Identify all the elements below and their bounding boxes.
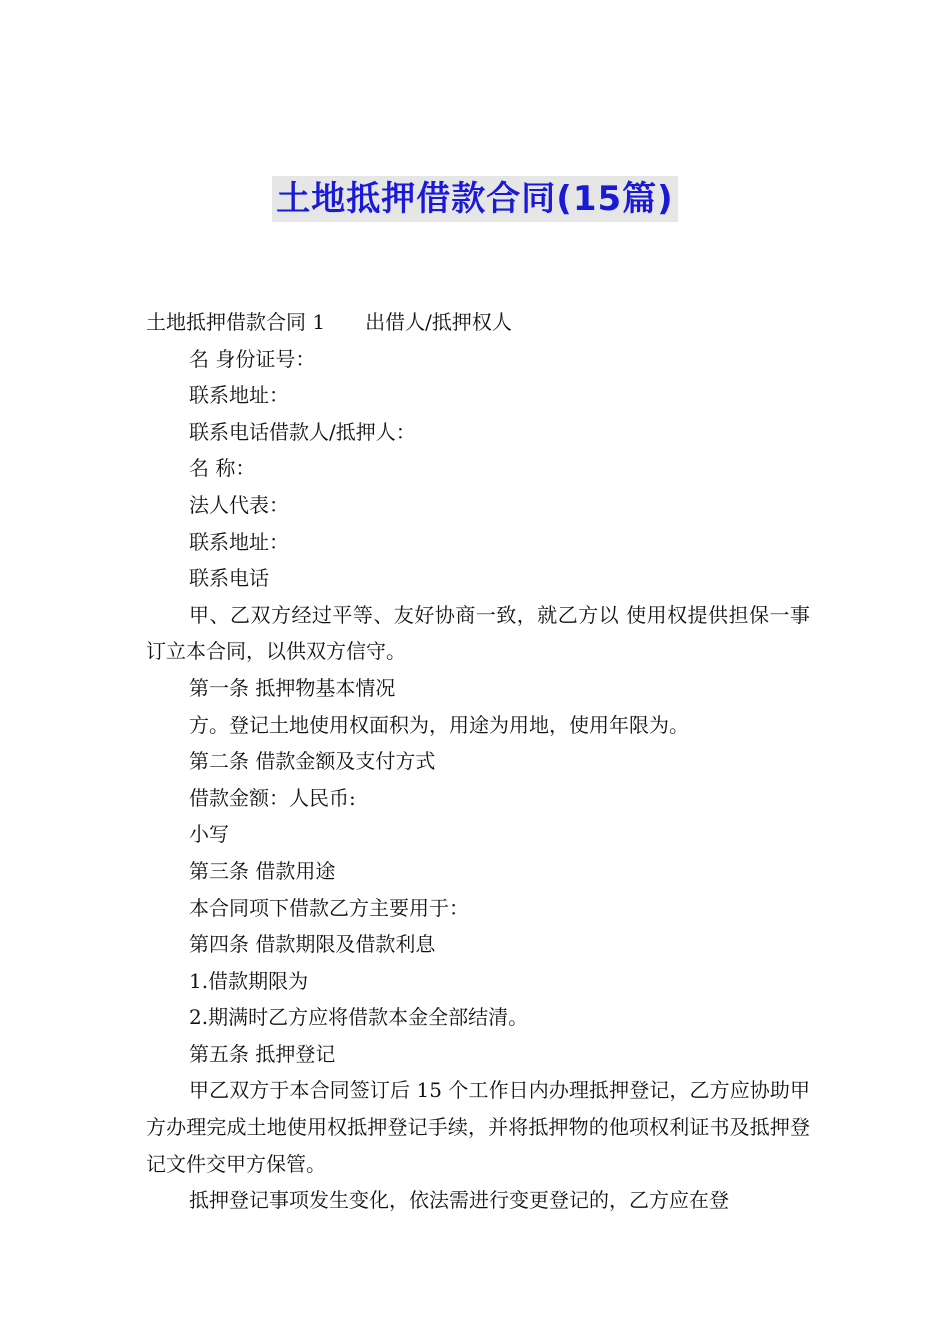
contract-heading: 土地抵押借款合同 1 bbox=[146, 310, 326, 334]
article-4-item-1: 1.借款期限为 bbox=[189, 968, 309, 993]
lender-address-line: 联系地址： bbox=[189, 383, 289, 408]
article-4-title: 第四条 借款期限及借款利息 bbox=[189, 932, 436, 957]
article-1-text: 方。登记土地使用权面积为，用途为用地，使用年限为。 bbox=[189, 712, 689, 737]
borrower-name-line: 名 称： bbox=[189, 456, 256, 481]
borrower-address-line: 联系地址： bbox=[189, 529, 289, 554]
contract-heading-line bbox=[146, 304, 810, 341]
article-2-amount: 借款金额：人民币: bbox=[189, 785, 356, 810]
preamble-paragraph: 甲、乙双方经过平等、友好协商一致，就乙方以 使用权提供担保一事订立本合同，以供双方信守。 bbox=[146, 602, 810, 664]
document-title: 土地抵押借款合同(15篇) bbox=[272, 176, 677, 222]
id-number-line: 名 身份证号： bbox=[189, 346, 316, 371]
article-5-title: 第五条 抵押登记 bbox=[189, 1041, 336, 1066]
article-3-title: 第三条 借款用途 bbox=[189, 858, 336, 883]
article-2-lowercase: 小写 bbox=[189, 822, 229, 847]
article-3-text: 本合同项下借款乙方主要用于： bbox=[189, 895, 469, 920]
article-2-title: 第二条 借款金额及支付方式 bbox=[189, 749, 436, 774]
article-1-title: 第一条 抵押物基本情况 bbox=[189, 675, 396, 700]
article-5-paragraph-2: 抵押登记事项发生变化，依法需进行变更登记的，乙方应在登 bbox=[189, 1188, 729, 1213]
borrower-phone-line: 联系电话 bbox=[189, 566, 269, 591]
lender-phone-borrower-line: 联系电话借款人/抵押人： bbox=[189, 419, 416, 444]
document-body bbox=[146, 304, 810, 1219]
article-4-item-2: 2.期满时乙方应将借款本金全部结清。 bbox=[189, 1005, 529, 1030]
legal-representative-line: 法人代表： bbox=[189, 492, 289, 517]
title-wrap bbox=[0, 176, 950, 222]
article-5-paragraph-1: 甲乙双方于本合同签订后 15 个工作日内办理抵押登记，乙方应协助甲方办理完成土地使用权抵押登记手续，并将抵押物的他项权利证书及抵押登记文件交甲方保管。 bbox=[146, 1078, 810, 1176]
lender-label: 出借人/抵押权人 bbox=[365, 310, 512, 334]
